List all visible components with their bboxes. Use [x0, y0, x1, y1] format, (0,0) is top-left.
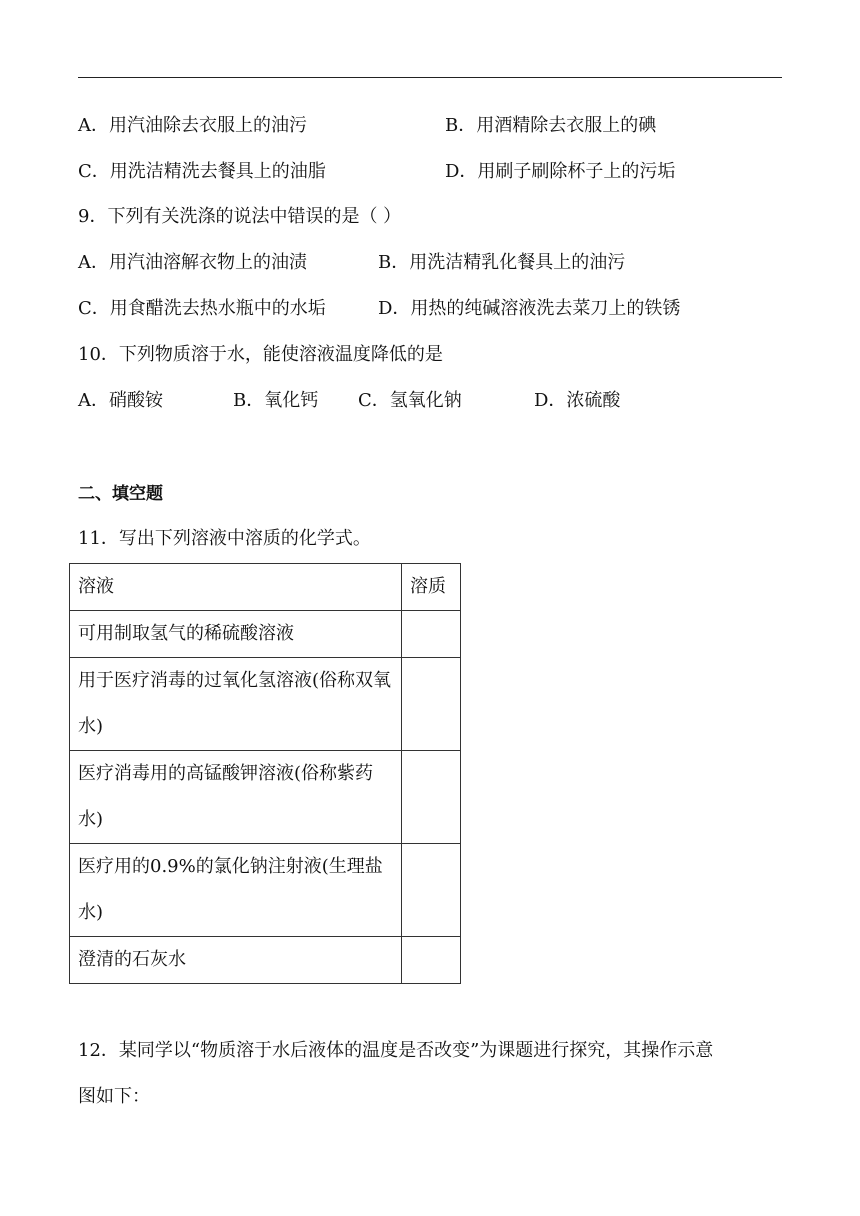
table-header-solution: 溶液: [70, 564, 402, 611]
table-cell-solution: 可用制取氢气的稀硫酸溶液: [70, 611, 402, 658]
q8-option-a: A．用汽油除去衣服上的油污: [78, 115, 307, 136]
table-row: [70, 611, 461, 658]
section-title: 二、填空题: [78, 484, 163, 504]
q10-option-b: B．氧化钙: [233, 390, 319, 411]
table-row: [70, 937, 461, 984]
q9-option-c: C．用食醋洗去热水瓶中的水垢: [78, 298, 326, 319]
table-cell-solute[interactable]: [402, 611, 461, 658]
q9-option-d: D．用热的纯碱溶液洗去菜刀上的铁锈: [378, 298, 681, 319]
q12-stem-line2: 图如下：: [78, 1086, 150, 1107]
q12-stem-line1: 12．某同学以“物质溶于水后液体的温度是否改变”为课题进行探究，其操作示意: [78, 1040, 714, 1061]
table-row: [70, 751, 461, 844]
q10-option-a: A．硝酸铵: [78, 390, 163, 411]
q10-stem: 10．下列物质溶于水，能使溶液温度降低的是: [78, 344, 443, 365]
table-row: [70, 658, 461, 751]
q8-option-c: C．用洗洁精洗去餐具上的油脂: [78, 161, 326, 182]
table-cell-solute[interactable]: [402, 751, 461, 844]
header-rule: [78, 77, 782, 78]
table-cell-solute[interactable]: [402, 658, 461, 751]
table-cell-solution: 医疗用的0.9%的氯化钠注射液(生理盐水): [70, 844, 402, 937]
table-header-row: [70, 564, 461, 611]
q10-option-d: D．浓硫酸: [534, 390, 621, 411]
q9-option-b: B．用洗洁精乳化餐具上的油污: [378, 252, 626, 273]
q8-option-b: B．用酒精除去衣服上的碘: [445, 115, 657, 136]
table-cell-solution: 医疗消毒用的高锰酸钾溶液(俗称紫药水): [70, 751, 402, 844]
table-cell-solution: 用于医疗消毒的过氧化氢溶液(俗称双氧水): [70, 658, 402, 751]
table-cell-solute[interactable]: [402, 844, 461, 937]
q8-option-d: D．用刷子刷除杯子上的污垢: [445, 161, 676, 182]
table-row: [70, 844, 461, 937]
table-cell-solution: 澄清的石灰水: [70, 937, 402, 984]
q10-option-c: C．氢氧化钠: [358, 390, 462, 411]
solute-table: [69, 563, 461, 984]
table-cell-solute[interactable]: [402, 937, 461, 984]
q9-stem: 9．下列有关洗涤的说法中错误的是（ ）: [78, 206, 402, 227]
q9-option-a: A．用汽油溶解衣物上的油渍: [78, 252, 307, 273]
q11-stem: 11．写出下列溶液中溶质的化学式。: [78, 528, 371, 549]
table-header-solute: 溶质: [402, 564, 461, 611]
